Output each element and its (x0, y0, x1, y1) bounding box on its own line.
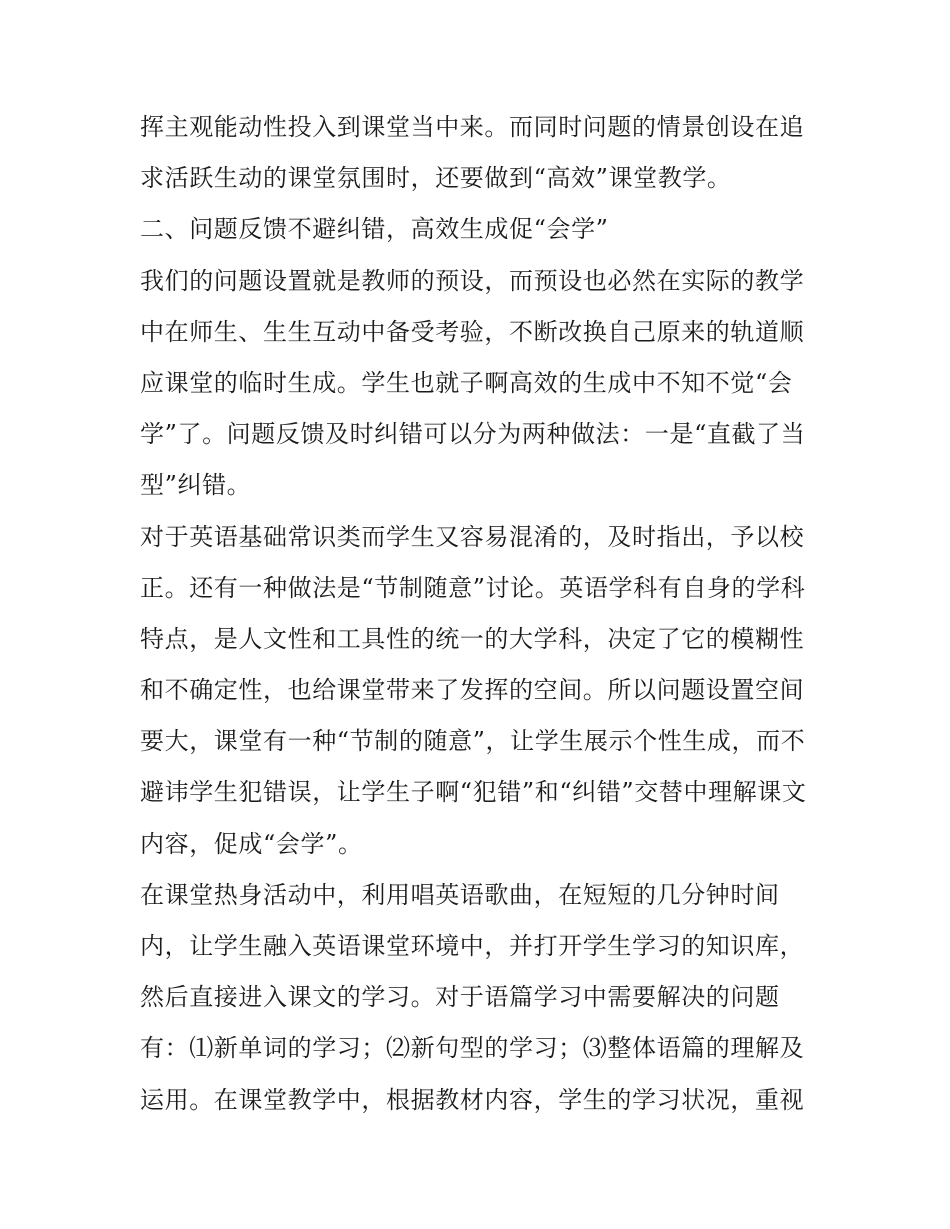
text-line: 然后直接进入课文的学习。对于语篇学习中需要解决的问题 (140, 983, 780, 1012)
text-line: 正。还有一种做法是“节制随意”讨论。英语学科有自身的学科 (140, 573, 806, 602)
text-line: 求活跃生动的课堂氛围时，还要做到“高效”课堂教学。 (140, 164, 732, 193)
text-line: 内，让学生融入英语课堂环境中，并打开学生学习的知识库， (140, 932, 805, 960)
text-line: 避讳学生犯错误，让学生子啊“犯错”和“纠错”交替中理解课文 (140, 778, 807, 807)
section-heading: 二、问题反馈不避纠错，高效生成促“会学” (140, 215, 609, 244)
text-line: 对于英语基础常识类而学生又容易混淆的，及时指出，予以校 (140, 522, 805, 551)
text-line: 在课堂热身活动中，利用唱英语歌曲，在短短的几分钟时间 (140, 880, 780, 909)
text-line: 和不确定性，也给课堂带来了发挥的空间。所以问题设置空间 (140, 676, 805, 705)
text-line: 学”了。问题反馈及时纠错可以分为两种做法：一是“直截了当 (140, 420, 806, 449)
text-line: 运用。在课堂教学中，根据教材内容，学生的学习状况，重视 (140, 1085, 805, 1114)
text-line: 中在师生、生生互动中备受考验，不断改换自己原来的轨道顺 (140, 317, 805, 346)
document-body (140, 102, 812, 1126)
text-line: 有：⑴新单词的学习；⑵新句型的学习；⑶整体语篇的理解及 (140, 1034, 805, 1063)
text-line: 型”纠错。 (140, 471, 252, 500)
text-line: 我们的问题设置就是教师的预设，而预设也必然在实际的教学 (140, 266, 805, 295)
text-line: 应课堂的临时生成。学生也就子啊高效的生成中不知不觉“会 (140, 368, 793, 397)
text-line: 特点，是人文性和工具性的统一的大学科，决定了它的模糊性 (140, 624, 805, 653)
text-line: 要大，课堂有一种“节制的随意”，让学生展示个性生成，而不 (140, 727, 806, 756)
text-line: 内容，促成“会学”。 (140, 829, 363, 858)
text-line: 挥主观能动性投入到课堂当中来。而同时问题的情景创设在追 (140, 113, 805, 141)
